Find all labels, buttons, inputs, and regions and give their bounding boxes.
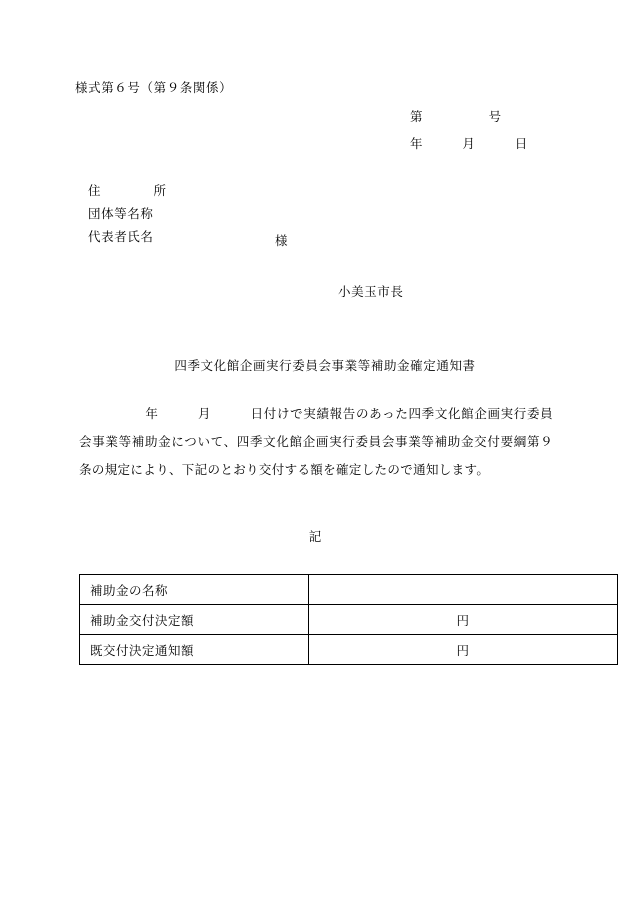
document-date-line: 年 月 日 xyxy=(410,137,528,151)
document-number-line: 第 号 xyxy=(410,110,502,124)
row-label: 既交付決定通知額 xyxy=(80,635,309,665)
amount-table xyxy=(79,574,618,665)
row-value xyxy=(309,575,618,605)
row-label: 補助金交付決定額 xyxy=(80,605,309,635)
table-row xyxy=(80,575,618,605)
table-row xyxy=(80,605,618,635)
row-label: 補助金の名称 xyxy=(80,575,309,605)
page-title: 四季文化館企画実行委員会事業等補助金確定通知書 xyxy=(174,359,476,373)
body-first-line: 年 月 日付けで実績報告のあった四季文化館企画実行委員会事業等補 xyxy=(79,407,553,449)
ki-marker: 記 xyxy=(308,530,322,544)
recipient-block xyxy=(88,180,167,249)
row-value: 円 xyxy=(309,635,618,665)
body-remainder: 助金について、四季文化館企画実行委員会事業等補助金交付要綱第９条の規定により、下記のとおり交付する額を確定したので通知します。 xyxy=(79,435,553,477)
table-row xyxy=(80,635,618,665)
organization-label: 団体等名称 xyxy=(88,207,154,221)
representative-label: 代表者氏名 xyxy=(88,230,154,244)
issuer-name: 小美玉市長 xyxy=(338,285,404,299)
row-value: 円 xyxy=(309,605,618,635)
honorific-sama: 様 xyxy=(275,234,288,248)
form-number: 様式第６号（第９条関係） xyxy=(75,81,233,95)
body-paragraph xyxy=(79,400,553,484)
address-label: 住 所 xyxy=(88,184,167,198)
